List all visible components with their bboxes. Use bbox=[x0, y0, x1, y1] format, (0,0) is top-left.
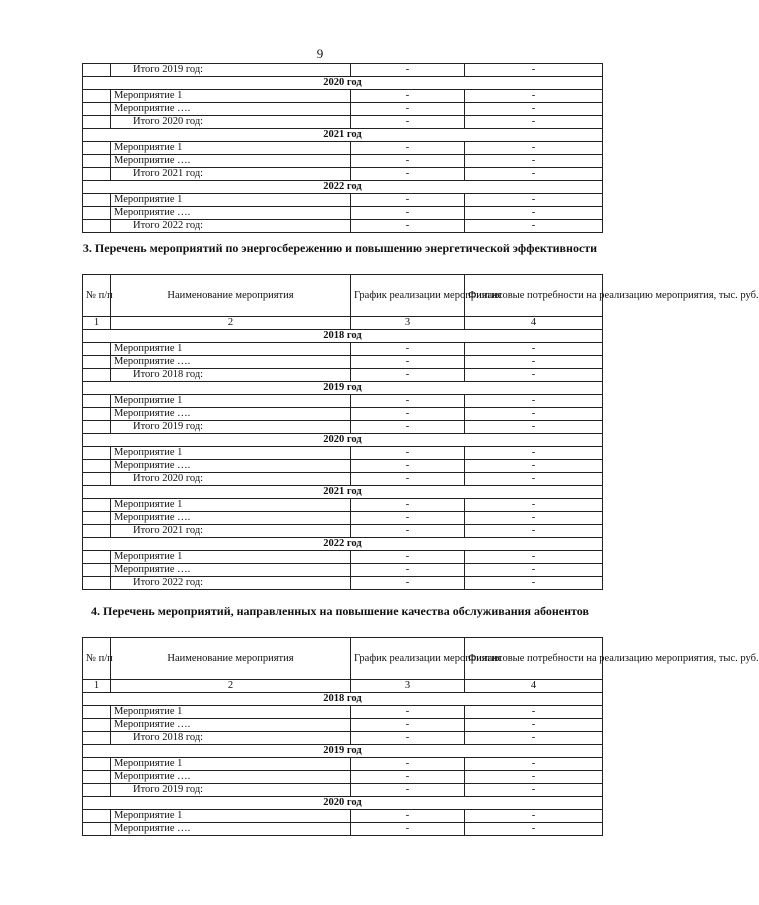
year-row: 2020 год bbox=[83, 77, 603, 90]
table-row: Мероприятие …. - - bbox=[83, 823, 603, 836]
table-row: Мероприятие 1 - - bbox=[83, 499, 603, 512]
table-row: Итого 2018 год: - - bbox=[83, 369, 603, 382]
table-row: Мероприятие 1 - - bbox=[83, 447, 603, 460]
table-row: Мероприятие …. - - bbox=[83, 512, 603, 525]
table-row: Мероприятие 1 - - bbox=[83, 142, 603, 155]
table-row: Мероприятие 1 - - bbox=[83, 706, 603, 719]
table-header: № п/п Наименование мероприятия График реализации мероприятия Финансовые потребности на реализацию мероприятия, тыс. руб. bbox=[83, 638, 603, 680]
table-row: Итого 2019 год: - - bbox=[83, 64, 603, 77]
table-row: Итого 2020 год: - - bbox=[83, 116, 603, 129]
column-numbers-row: 1 2 3 4 bbox=[83, 317, 603, 330]
year-row: 2022 год bbox=[83, 181, 603, 194]
table-row: Мероприятие 1 - - bbox=[83, 395, 603, 408]
table-row: Мероприятие …. - - bbox=[83, 408, 603, 421]
table-row: Мероприятие 1 - - bbox=[83, 810, 603, 823]
table-row: Мероприятие …. - - bbox=[83, 564, 603, 577]
table-continued bbox=[82, 63, 603, 233]
year-row: 2021 год bbox=[83, 129, 603, 142]
year-row: 2020 год bbox=[83, 434, 603, 447]
table-row: Итого 2020 год: - - bbox=[83, 473, 603, 486]
table-row: Итого 2022 год: - - bbox=[83, 220, 603, 233]
table-row: Мероприятие 1 - - bbox=[83, 90, 603, 103]
table-section-3 bbox=[82, 274, 759, 590]
table-row: Мероприятие 1 - - bbox=[83, 343, 603, 356]
section-4-title: 4. Перечень мероприятий, направленных на повышение качества обслуживания абонентов bbox=[91, 604, 589, 618]
year-row: 2018 год bbox=[83, 330, 603, 343]
table-row: Мероприятие 1 - - bbox=[83, 551, 603, 564]
table-row: Мероприятие …. - - bbox=[83, 207, 603, 220]
year-row: 2019 год bbox=[83, 382, 603, 395]
table-row: Итого 2021 год: - - bbox=[83, 525, 603, 538]
table-header: № п/п Наименование мероприятия График реализации мероприятия Финансовые потребности на реализацию мероприятия, тыс. руб. bbox=[83, 275, 603, 317]
table-row: Итого 2019 год: - - bbox=[83, 421, 603, 434]
total-label: Итого 2019 год: bbox=[111, 64, 351, 77]
table-row: Мероприятие …. - - bbox=[83, 155, 603, 168]
section-3-title: 3. Перечень мероприятий по энергосбережению и повышению энергетической эффективности bbox=[82, 241, 598, 255]
year-row: 2022 год bbox=[83, 538, 603, 551]
column-numbers-row: 1 2 3 4 bbox=[83, 680, 603, 693]
table-row: Мероприятие …. - - bbox=[83, 460, 603, 473]
year-row: 2018 год bbox=[83, 693, 603, 706]
table-row: Итого 2021 год: - - bbox=[83, 168, 603, 181]
year-row: 2019 год bbox=[83, 745, 603, 758]
table-row: Итого 2018 год: - - bbox=[83, 732, 603, 745]
table-row: Мероприятие …. - - bbox=[83, 103, 603, 116]
page-number: 9 bbox=[316, 46, 324, 61]
table-row: Мероприятие 1 - - bbox=[83, 758, 603, 771]
table-section-4 bbox=[82, 637, 759, 836]
table-row: Итого 2019 год: - - bbox=[83, 784, 603, 797]
table-row: Итого 2022 год: - - bbox=[83, 577, 603, 590]
year-row: 2020 год bbox=[83, 797, 603, 810]
year-row: 2021 год bbox=[83, 486, 603, 499]
table-row: Мероприятие …. - - bbox=[83, 356, 603, 369]
table-row: Мероприятие 1 - - bbox=[83, 194, 603, 207]
table-row: Мероприятие …. - - bbox=[83, 719, 603, 732]
table-row: Мероприятие …. - - bbox=[83, 771, 603, 784]
